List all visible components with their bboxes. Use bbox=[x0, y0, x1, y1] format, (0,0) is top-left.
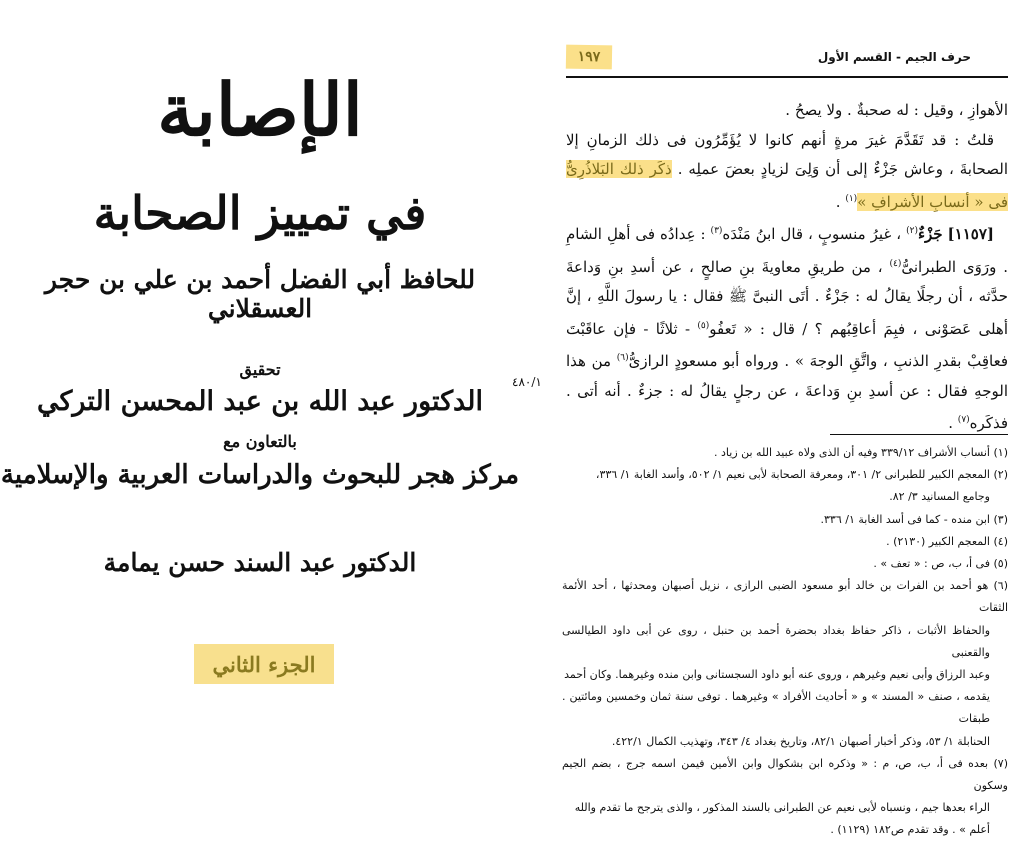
volume-highlight bbox=[194, 644, 334, 684]
tahqiq-label: تحقيق bbox=[239, 360, 281, 379]
footnote-ref[interactable]: (٥) bbox=[697, 320, 710, 331]
footnote-ref[interactable]: (٢) bbox=[906, 226, 918, 236]
footnote-continuation: يقدمه ، صنف « المسند » و « أحاديث الأفراد » وغيرهما . توفى سنة ثمان وخمسين ومائتين . طبقات bbox=[562, 690, 990, 726]
footnote: (٥) فى أ، ب، ص : « تعف » . bbox=[873, 557, 1008, 571]
paragraph-text: - ثلاثًا - فإن عاقَبْتَ فعاقِبْ بقدرِ الذنبِ ، واتَّقِ الوجهَ » . ورواه أبو مسعودٍ الرازىُّ bbox=[566, 319, 1009, 370]
paragraph-text: : عِدادُه فى أهلِ الشامِ . ورَوَى الطبرانىُّ bbox=[566, 225, 1009, 276]
paragraph bbox=[566, 96, 1008, 126]
footnotes bbox=[562, 442, 1008, 842]
paragraph-text: قلتُ : قد تَقَدَّمَ غيرَ مرةٍ أنهم كانوا لا يُؤَمِّرُون فى ذلك الزمانِ إلا الصحابةَ ، وعاش جَزْءٌ إلى أن وَلِىَ لزيادٍ بعضَ عملِه . bbox=[566, 130, 1008, 178]
footnote-ref[interactable]: (٦) bbox=[616, 353, 629, 363]
margin-reference: ٤٨٠/١ bbox=[512, 375, 542, 389]
footnote-continuation: الحنابلة ١/ ٥٣، وذكر أخبار أصبهان ٨٢/١، وتاريخ بغداد ٤/ ٣٤٣، وتهذيب الكمال ٤٢٢/١. bbox=[611, 734, 990, 748]
paragraph-text: ، من طريقِ معاويةَ بنِ صالحٍ ، عن أسدِ بنِ وَداعةَ حدَّثه ، أن رجلًا يقالُ له : جَزْءٌ . أتَى النبىَّ ﷺ فقال : يا رسولَ اللَّهِ ، إنَّ أهلى عَصَوْنى ، فبِمَ أعاقِبُهم ؟ / قال : « تَعفُو bbox=[566, 257, 1008, 338]
footnote-continuation: الراء بعدها جيم ، ونسباه لأبى نعيم عن الطبرانى بالسند المذكور ، والذى يترجح ما تقدم والله bbox=[574, 801, 990, 815]
paragraph bbox=[566, 126, 1008, 218]
footnote-continuation: وجامع المسانيد ٣/ ٨٢. bbox=[889, 490, 990, 504]
book-author: للحافظ أبي الفضل أحمد بن علي بن حجر العسقلاني bbox=[44, 265, 476, 323]
running-head: حرف الجيم - القسم الأول bbox=[817, 50, 971, 64]
footnote-divider bbox=[830, 434, 1008, 435]
footnote-ref[interactable]: (١) bbox=[845, 193, 858, 204]
highlighted-text: ذكَر ذلك البَلاذُرِىُّ فى « أنسابِ الأشرافِ » bbox=[566, 160, 1008, 211]
entry-paragraph bbox=[566, 217, 1008, 439]
page-number: ١٩٧ bbox=[566, 45, 612, 70]
footnote-continuation: والحفاظ الأثبات ، ذاكر حفاظ بغداد بحضرة أحمد بن حنبل ، روى عن أبى داود الطيالسى والقعنبى bbox=[562, 623, 990, 659]
entry-name: جَزْءٌ bbox=[917, 225, 943, 243]
footnote-continuation: وعبد الرزاق وأبى نعيم وغيرهم ، وروى عنه أبو داود السجستانى وابن منده وغيرهما. وكان أحمد bbox=[564, 668, 990, 682]
footnote: (٢) المعجم الكبير للطبرانى ٢/ ٣٠١، ومعرفة الصحابة لأبى نعيم ١/ ٥٠٢، وأسد الغابة ١/ ٣٣٦، bbox=[595, 468, 1008, 482]
footnote: (٦) هو أحمد بن الفرات بن خالد أبو مسعود الضبى الرازى ، نزيل أصبهان ومحدثها ، أحد الأئمة الثقات bbox=[562, 579, 1008, 615]
paragraph-text: . bbox=[835, 192, 846, 211]
footnote: (٧) بعده فى أ، ب، ص، م : « وذكره ابن بشكوال وابن الأمين فيمن اسمه جرج ، بضم الجيم وسكون bbox=[562, 756, 1008, 793]
footnote: (٣) ابن منده - كما فى أسد الغابة ١/ ٣٣٦. bbox=[820, 512, 1008, 526]
text-page bbox=[512, 0, 1023, 837]
research-center: مركز هجر للبحوث والدراسات العربية والإسلامية bbox=[0, 460, 520, 490]
volume-label: الجزء الثاني bbox=[212, 651, 316, 677]
second-editor-name: الدكتور عبد السند حسن يمامة bbox=[103, 548, 417, 577]
entry-number: [١١٥٧] bbox=[947, 225, 994, 243]
footnote-continuation: أعلم » . وقد تقدم ص١٨٢ (١١٢٩) . bbox=[830, 823, 990, 837]
footnote: (٤) المعجم الكبير (٢١٣٠) . bbox=[886, 534, 1008, 548]
footnote-ref[interactable]: (٤) bbox=[889, 258, 902, 269]
paragraph-text: . bbox=[948, 414, 958, 432]
footnote-ref[interactable]: (٧) bbox=[957, 415, 970, 425]
book-title: الإصابة bbox=[157, 67, 363, 152]
paragraph-text: الأهوازِ ، وقيل : له صحبةٌ . ولا يصحُ . bbox=[785, 101, 1008, 119]
footnote: (١) أنساب الأشراف ٣٣٩/١٢ وفيه أن الذى ولاه عبيد الله بن زياد . bbox=[714, 446, 1008, 459]
cooperation-label: بالتعاون مع bbox=[223, 432, 297, 451]
header-divider bbox=[566, 76, 1008, 78]
paragraph-text: من هذا الوجهِ فقال : عن أسدِ بنِ وَداعةَ ، عن رجلٍ يقالُ له : جزءٌ . أنه أتى . فذكَره bbox=[566, 352, 1008, 432]
main-text bbox=[566, 96, 1008, 439]
paragraph-text: ، غيرُ منسوبٍ ، قال ابنُ مَنْدَه bbox=[722, 225, 907, 243]
editor-name: الدكتور عبد الله بن عبد المحسن التركي bbox=[37, 386, 483, 417]
footnote-ref[interactable]: (٣) bbox=[710, 226, 723, 236]
book-subtitle: في تمييز الصحابة bbox=[93, 186, 427, 240]
title-page bbox=[0, 0, 520, 803]
